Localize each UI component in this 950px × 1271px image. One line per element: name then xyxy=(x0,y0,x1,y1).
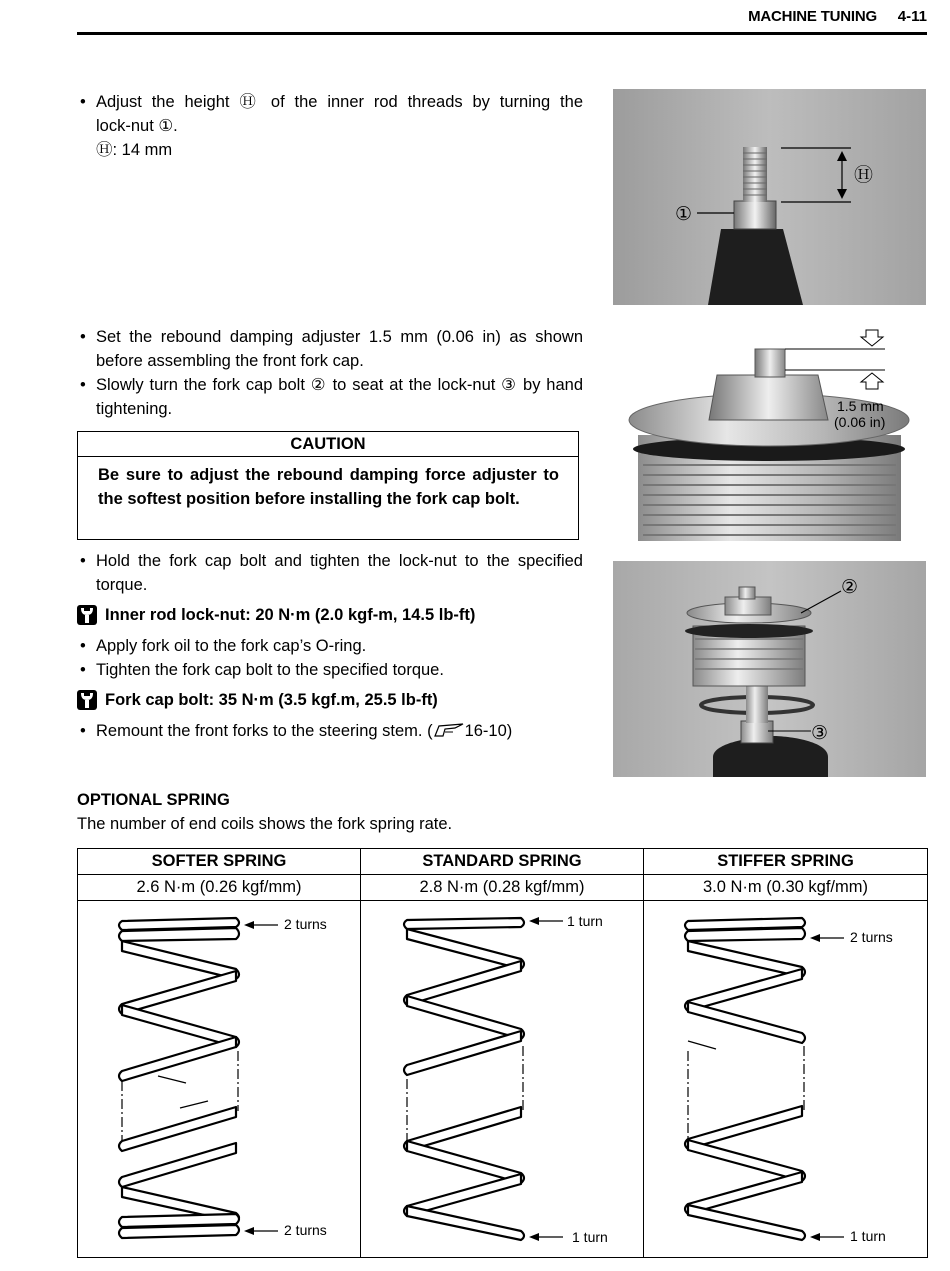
label-h: Ⓗ xyxy=(854,164,874,186)
spring-col-standard xyxy=(361,849,644,1257)
bullet-set-rebound: • Set the rebound damping adjuster 1.5 mm (0.06 in) as shown before assembling the front fork cap. xyxy=(80,328,583,370)
torque-wrench-icon xyxy=(77,690,97,710)
softer-spring-diagram xyxy=(78,901,360,1256)
bullet-tighten-cap-bolt: • Tighten the fork cap bolt to the specified torque. xyxy=(80,661,444,679)
spring-name: STANDARD SPRING xyxy=(361,849,643,875)
standard-spring-diagram xyxy=(361,901,643,1256)
bullet-adjust-height: • Adjust the height Ⓗ of the inner rod threads by turning the lock-nut ①. Ⓗ: 14 mm xyxy=(77,90,583,162)
caution-title: CAUTION xyxy=(78,432,578,457)
standard-bottom-turns: 1 turn xyxy=(572,1229,608,1245)
page-number: 4-11 xyxy=(897,8,927,25)
torque-wrench-icon xyxy=(77,605,97,625)
bullet-hold-cap-bolt: • Hold the fork cap bolt and tighten the lock-nut to the specified torque. xyxy=(80,552,583,594)
spring-col-softer xyxy=(78,849,361,1257)
spring-rate-table xyxy=(77,848,928,1258)
page-header xyxy=(77,0,927,35)
header-title: MACHINE TUNING xyxy=(748,8,877,25)
spring-col-stiffer xyxy=(644,849,927,1257)
softer-bottom-turns: 2 turns xyxy=(284,1222,327,1238)
stiffer-top-turns: 2 turns xyxy=(850,929,893,945)
photo-cap-assembly xyxy=(613,561,926,777)
photo-inner-rod xyxy=(613,89,926,305)
height-spec: Ⓗ: 14 mm xyxy=(96,141,173,159)
optional-spring-title: OPTIONAL SPRING xyxy=(77,791,230,809)
bullet-apply-oil: • Apply fork oil to the fork cap’s O-ring. xyxy=(80,637,367,655)
spring-rate: 2.8 N·m (0.28 kgf/mm) xyxy=(361,875,643,901)
bullet-remount: • Remount the front forks to the steering stem. ( 16-10) xyxy=(80,722,513,740)
stiffer-bottom-turns: 1 turn xyxy=(850,1228,886,1244)
label-cap-bolt-2: ② xyxy=(841,576,859,598)
label-lock-nut-3: ③ xyxy=(811,722,829,744)
caution-box xyxy=(77,431,579,540)
photo-fork-cap xyxy=(613,325,926,541)
label-lock-nut-1: ① xyxy=(675,203,693,225)
caution-body: Be sure to adjust the rebound damping force adjuster to the softest position before installing the fork cap bolt. xyxy=(98,466,559,508)
softer-top-turns: 2 turns xyxy=(284,916,327,932)
standard-top-turns: 1 turn xyxy=(567,913,603,929)
torque-spec-cap-bolt: Fork cap bolt: 35 N·m (3.5 kgf.m, 25.5 lb-ft) xyxy=(77,688,583,712)
section-height-adjust xyxy=(77,90,583,162)
torque-spec-lock-nut: Inner rod lock-nut: 20 N·m (2.0 kgf-m, 14.5 lb-ft) xyxy=(77,603,583,627)
section-tighten xyxy=(77,549,583,743)
spring-rate: 2.6 N·m (0.26 kgf/mm) xyxy=(78,875,360,901)
optional-spring-desc: The number of end coils shows the fork spring rate. xyxy=(77,815,453,833)
pointing-hand-icon xyxy=(433,721,465,737)
bullet-turn-cap-bolt: • Slowly turn the fork cap bolt ② to seat at the lock-nut ③ by hand tightening. xyxy=(80,376,583,418)
spring-name: SOFTER SPRING xyxy=(78,849,360,875)
stiffer-spring-diagram xyxy=(644,901,927,1256)
spring-rate: 3.0 N·m (0.30 kgf/mm) xyxy=(644,875,927,901)
section-rebound xyxy=(77,325,583,421)
dim-in: (0.06 in) xyxy=(834,414,886,430)
dim-mm: 1.5 mm xyxy=(837,398,884,414)
spring-name: STIFFER SPRING xyxy=(644,849,927,875)
